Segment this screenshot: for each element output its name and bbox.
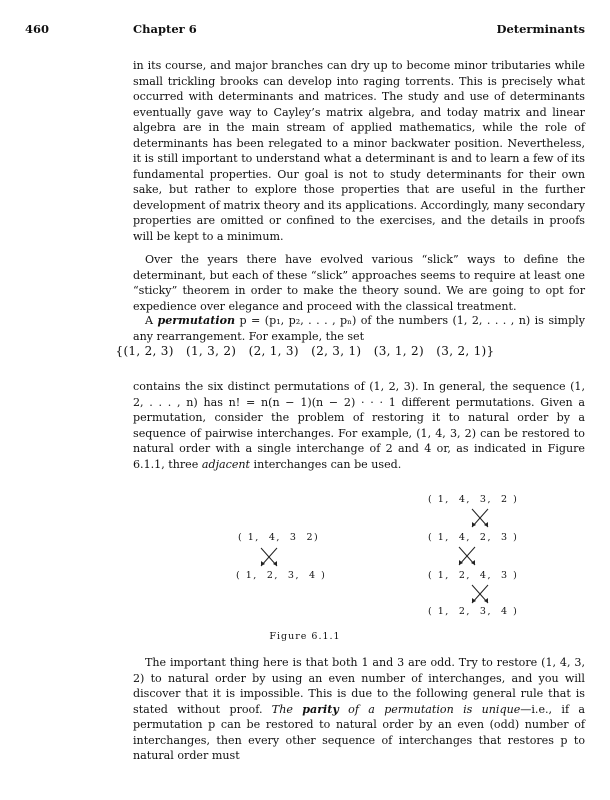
paragraph-1: in its course, and major branches can dry up to become minor tributaries while small trickling brooks can develop into raging torrents. This is precisely what occurred with determinants and matrices. The study and use of determinants eventually gave way to Cayley’s matrix algebra, and today matrix and linear algebra are in the main stream of applied mathematics, while the role of determinants has been relegated to a minor backwater position. Nevertheless, it is still important to understand what a determinant is and to learn a few of its fundamental properties. Our goal is not to study determinants for their own sake, but rather to explore those properties that are useful in the further development of matrix theory and its applications. Accordingly, many secondary properties are omitted or confined to the exercises, and the details in proofs will be kept to a minimum. [133, 59, 585, 243]
paragraph-3 [133, 313, 585, 344]
figure-right-cross-3 [470, 584, 490, 604]
rule-lead: The [271, 702, 293, 716]
figure-right-row-1: ( 1, 4, 3, 2 ) [428, 494, 519, 505]
permutation-term: permutation [157, 314, 236, 327]
paragraph-4-end: interchanges can be used. [250, 457, 402, 471]
figure-caption: Figure 6.1.1 [269, 631, 341, 642]
parity-term: parity [302, 702, 339, 716]
figure-left-cross [259, 547, 279, 567]
figure-left-bottom: ( 1, 2, 3, 4 ) [236, 570, 327, 581]
adjacent-term: adjacent [201, 457, 251, 471]
paragraph-3-text: p = (p₁, p₂, . . . , pₙ) of the numbers (1, 2, . . . , n) is simply any rearrangement. For example, the set [133, 314, 585, 343]
rule-statement: of a permutation is unique [348, 702, 521, 716]
figure-right-row-3: ( 1, 2, 4, 3 ) [428, 570, 519, 581]
paragraph-5 [133, 655, 585, 764]
paragraph-2 [133, 252, 585, 314]
page-number: 460 [25, 22, 50, 36]
figure-left-top: ( 1, 4, 3 2) [238, 532, 320, 543]
figure-right-row-4: ( 1, 2, 3, 4 ) [428, 606, 519, 617]
paragraph-4-text: contains the six distinct permutations of (1, 2, 3). In general, the sequence (1, 2, . . . , n) has n! = n(n − 1)(n − 2) · · · 1 different permutations. Given a permutation, consider the problem of restoring it to natural order by a sequence of pairwise interchanges. For example, (1, 4, 3, 2) can be restored to natural order with a single interchange of 2 and 4 or, as indicated in Figure 6.1.1, three [133, 380, 585, 471]
paragraph-4 [133, 379, 585, 472]
paragraph-5-text: The important thing here is that both 1 and 3 are odd. Try to restore (1, 4, 3, 2) to natural order by using an even number of interchanges, and you will discover that it is impossible. This is due to the following general rule that is stated without proof. [133, 656, 585, 716]
section-title: Determinants [496, 22, 585, 36]
paragraph-3-lead: A [145, 314, 154, 327]
figure-right-cross-1 [470, 508, 490, 528]
chapter-title: Chapter 6 [133, 22, 197, 36]
permutation-set: {(1, 2, 3) (1, 3, 2) (2, 1, 3) (2, 3, 1) (3, 1, 2) (3, 2, 1)} [115, 344, 495, 358]
figure-right-cross-2 [457, 546, 477, 566]
paragraph-2-text: Over the years there have evolved various “slick” ways to define the determinant, but each of these “slick” approaches seems to require at least one “sticky” theorem in order to make the theory sound. We are going to opt for expedience over elegance and proceed with the classical treatment. [133, 253, 585, 313]
paragraph-5-end: —i.e., if a permutation p can be restored to natural order by an even (odd) number of interchanges, then every other sequence of interchanges that restores p to natural order must [133, 702, 585, 762]
figure-right-row-2: ( 1, 4, 2, 3 ) [428, 532, 519, 543]
